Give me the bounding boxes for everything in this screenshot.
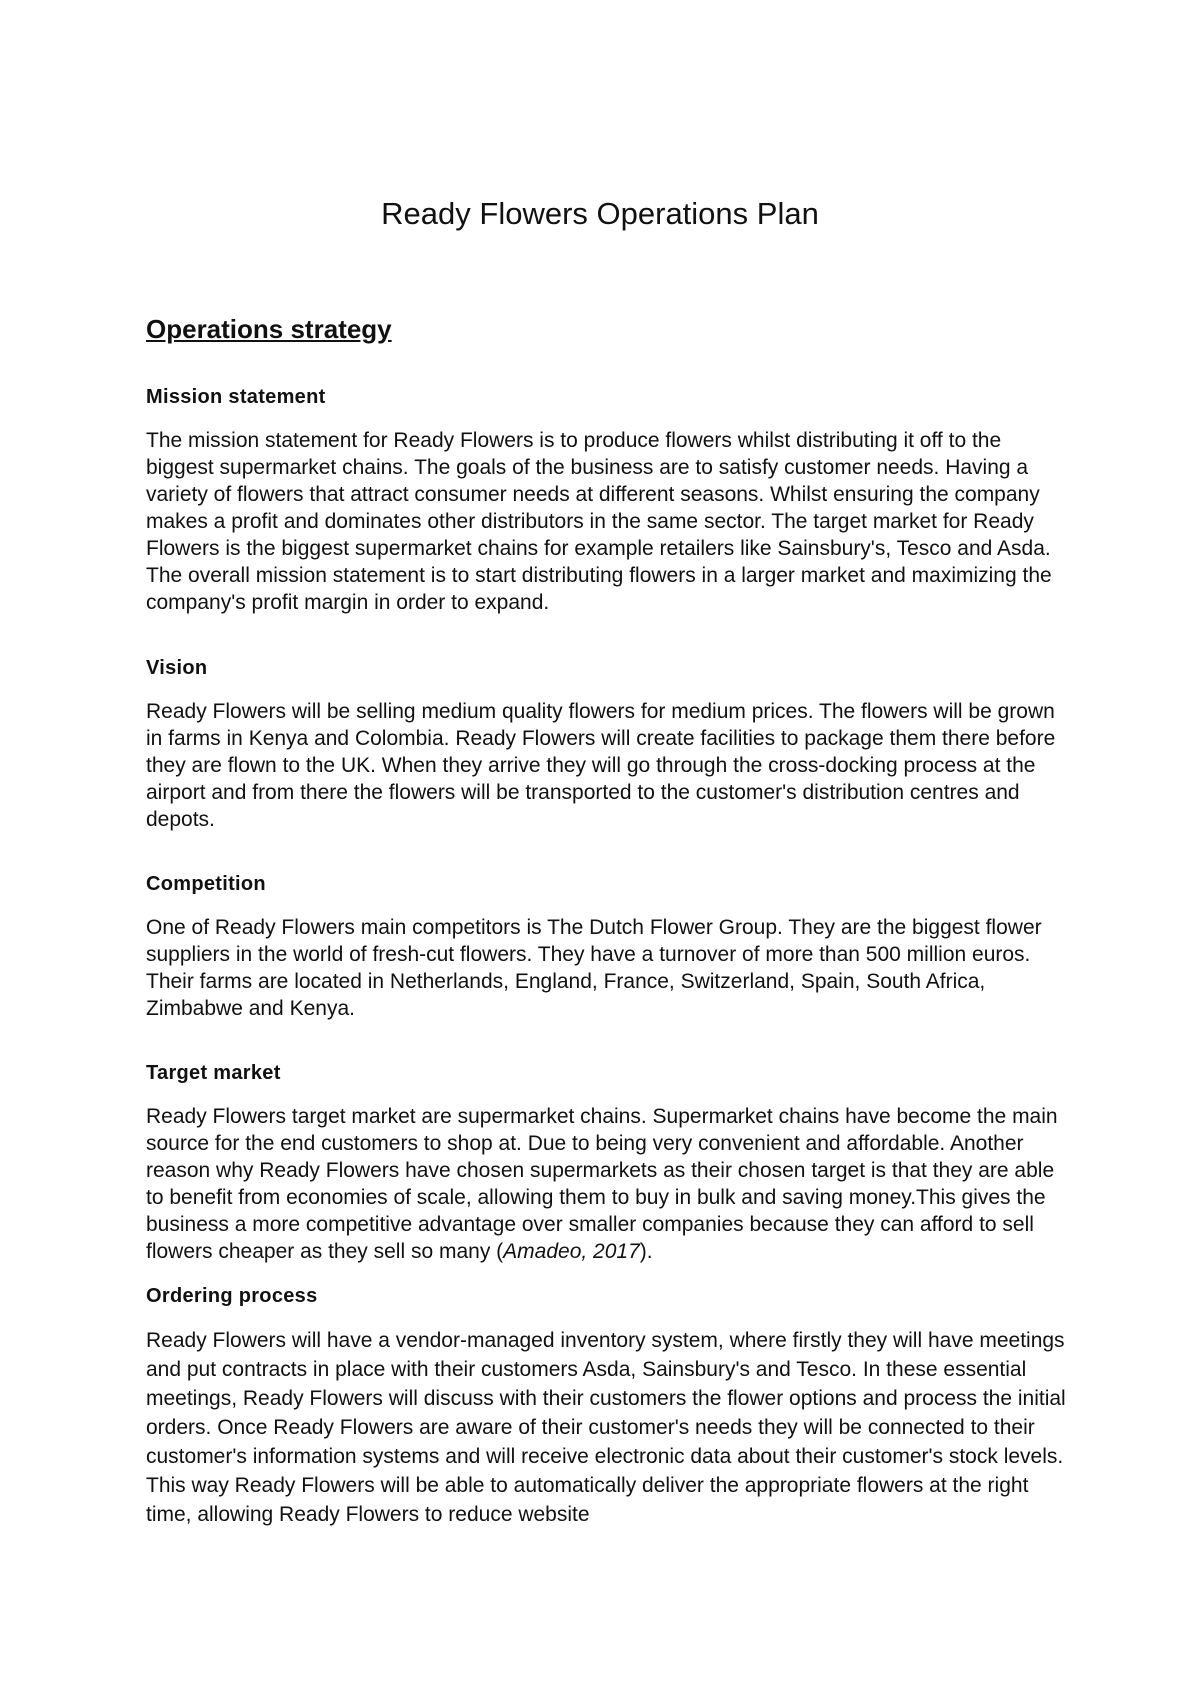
- heading-competition: Competition: [146, 873, 266, 895]
- target-market-text-end: ).: [639, 1240, 653, 1263]
- heading-vision: Vision: [146, 657, 208, 679]
- section-heading-operations-strategy: Operations strategy: [146, 314, 392, 344]
- citation: Amadeo, 2017: [503, 1240, 640, 1263]
- heading-target-market: Target market: [146, 1062, 281, 1084]
- document-title: Ready Flowers Operations Plan: [381, 196, 819, 231]
- heading-ordering-process: Ordering process: [146, 1285, 318, 1307]
- target-market-text: Ready Flowers target market are supermarket chains. Supermarket chains have become the main source for the end customers to shop at. Due to being very convenient and affordable. Another reason why Ready Flowers have chosen supermarkets as their chosen target is that they are able to benefit from economies of scale, allowing them to buy in bulk and saving money.This gives the business a more competitive advantage over smaller companies because they can afford to sell flowers cheaper as they sell so many (: [146, 1105, 1058, 1263]
- paragraph-mission-statement: The mission statement for Ready Flowers is to produce flowers whilst distributing it off to the biggest supermarket chains. The goals of the business are to satisfy customer needs. Having a variety of flowers that attract consumer needs at different seasons. Whilst ensuring the company makes a profit and dominates other distributors in the same sector. The target market for Ready Flowers is the biggest supermarket chains for example retailers like Sainsbury's, Tesco and Asda. The overall mission statement is to start distributing flowers in a larger market and maximizing the company's profit margin in order to expand.: [146, 429, 1052, 614]
- paragraph-target-market: [146, 1103, 1066, 1265]
- paragraph-ordering-process: Ready Flowers will have a vendor-managed inventory system, where firstly they will have meetings and put contracts in place with their customers Asda, Sainsbury's and Tesco. In these essential meetings, Ready Flowers will discuss with their customers the flower options and process the initial orders. Once Ready Flowers are aware of their customer's needs they will be connected to their customer's information systems and will receive electronic data about their customer's stock levels. This way Ready Flowers will be able to automatically deliver the appropriate flowers at the right time, allowing Ready Flowers to reduce website: [146, 1329, 1066, 1526]
- paragraph-vision: Ready Flowers will be selling medium quality flowers for medium prices. The flowers will be grown in farms in Kenya and Colombia. Ready Flowers will create facilities to package them there before they are flown to the UK. When they arrive they will go through the cross-docking process at the airport and from there the flowers will be transported to the customer's distribution centres and depots.: [146, 700, 1056, 831]
- paragraph-competition: One of Ready Flowers main competitors is The Dutch Flower Group. They are the biggest flower suppliers in the world of fresh-cut flowers. They have a turnover of more than 500 million euros. Their farms are located in Netherlands, England, France, Switzerland, Spain, South Africa, Zimbabwe and Kenya.: [146, 916, 1042, 1020]
- heading-mission-statement: Mission statement: [146, 386, 326, 408]
